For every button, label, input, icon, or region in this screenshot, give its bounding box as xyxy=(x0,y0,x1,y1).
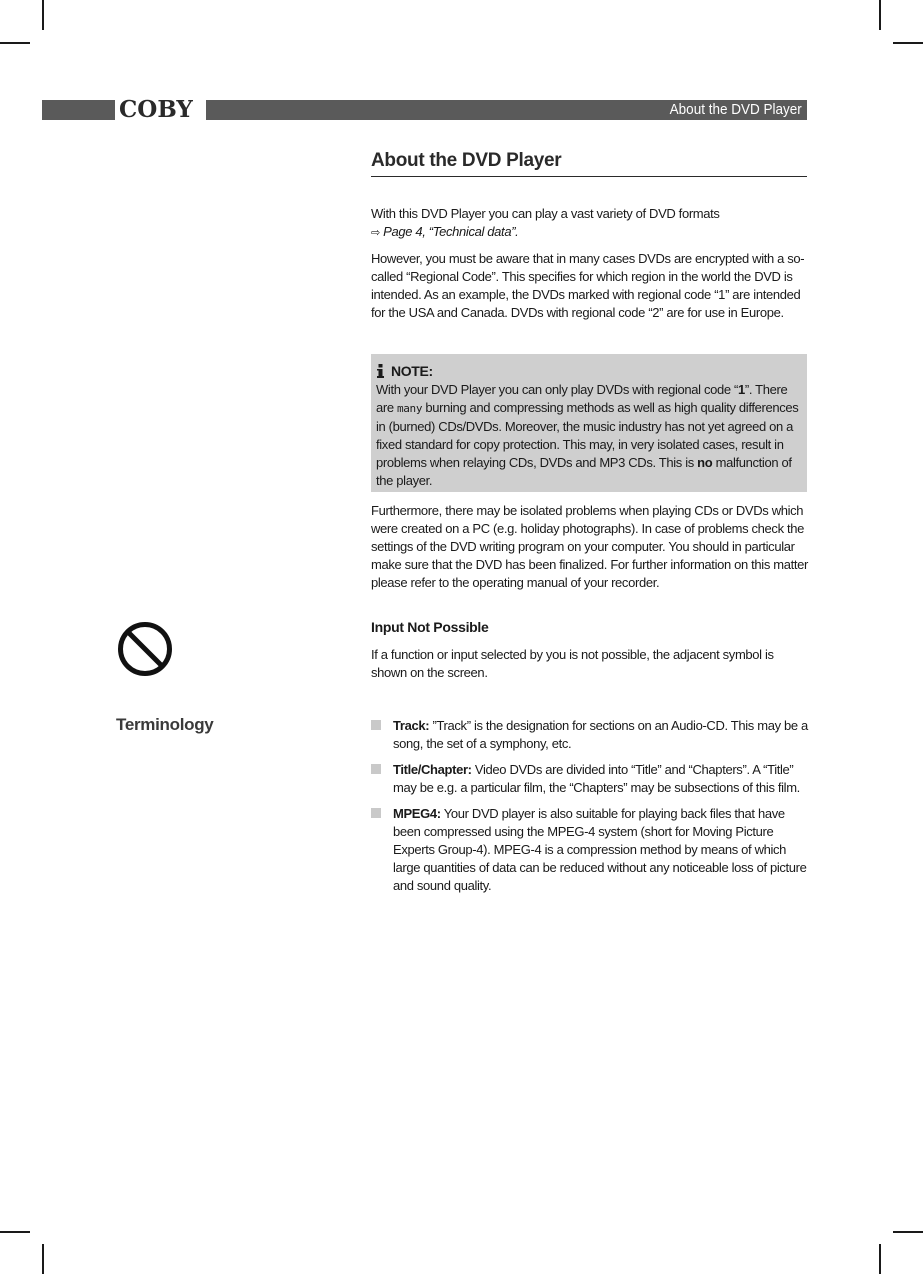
page-title: About the DVD Player xyxy=(371,150,807,177)
arrow-icon: ⇨ xyxy=(371,227,380,239)
note-box xyxy=(371,354,807,492)
page-reference xyxy=(371,223,809,242)
crop-mark xyxy=(42,1244,44,1274)
square-bullet-icon xyxy=(371,720,381,730)
crop-mark xyxy=(879,1244,881,1274)
page-reference-text: Page 4, “Technical data”. xyxy=(383,224,519,239)
note-title: NOTE: xyxy=(391,363,433,379)
crop-mark xyxy=(0,42,30,44)
list-item: Title/Chapter: Video DVDs are divided into “Title” and “Chapters”. A “Title” may be e.g. a particular film, the “Chapters” may be subsections of this film. xyxy=(371,761,811,797)
terminology-list xyxy=(371,717,811,903)
info-icon xyxy=(376,364,386,378)
crop-mark xyxy=(42,0,44,30)
header-section-title: About the DVD Player xyxy=(669,101,802,118)
coby-logo: COBY xyxy=(119,96,193,123)
note-text: With your DVD Player you can only play DVDs with regional code “1”. There are many burning and compressing methods as well as high quality differences in (burned) CDs/DVDs. Moreover, the music industry has not yet agreed on a fixed standard for copy protection. This may, in very isolated cases, result in problems when relaying CDs, DVDs and MP3 CDs. This is no malfunction of the player. xyxy=(376,382,799,488)
input-not-possible-text: If a function or input selected by you is not possible, the adjacent symbol is shown on the screen. xyxy=(371,647,774,680)
crop-mark xyxy=(0,1231,30,1233)
input-not-possible-heading: Input Not Possible xyxy=(371,619,489,635)
crop-mark xyxy=(893,42,923,44)
list-item: MPEG4: Your DVD player is also suitable for playing back files that have been compressed using the MPEG-4 system (short for Moving Picture Experts Group-4). MPEG-4 is a compression method by means of which large quantities of data can be reduced without any noticeable loss of picture and sound quality. xyxy=(371,805,811,895)
list-item: Track: ”Track” is the designation for sections on an Audio-CD. This may be a song, the set of a symphony, etc. xyxy=(371,717,811,753)
prohibited-icon xyxy=(116,620,174,678)
square-bullet-icon xyxy=(371,764,381,774)
note-heading xyxy=(376,362,806,380)
terminology-label: Terminology xyxy=(116,715,214,734)
intro-paragraph xyxy=(371,205,809,242)
crop-mark xyxy=(879,0,881,30)
header-bar-left xyxy=(42,100,115,120)
regional-code-paragraph: However, you must be aware that in many cases DVDs are encrypted with a so-called “Regional Code”. This specifies for which region in the world the DVD is intended. As an example, the DVDs marked with regional code “1” are intended for the USA and Canada. DVDs with regional code “2” are for use in Europe. xyxy=(371,251,805,320)
further-problems-paragraph: Furthermore, there may be isolated problems when playing CDs or DVDs which were created on a PC (e.g. holiday photographs). In case of problems check the settings of the DVD writing program on your computer. You should in particular make sure that the DVD has been finalized. For further information on this matter please refer to the operating manual of your recorder. xyxy=(371,503,808,590)
square-bullet-icon xyxy=(371,808,381,818)
crop-mark xyxy=(893,1231,923,1233)
intro-text: With this DVD Player you can play a vast variety of DVD formats xyxy=(371,206,720,221)
